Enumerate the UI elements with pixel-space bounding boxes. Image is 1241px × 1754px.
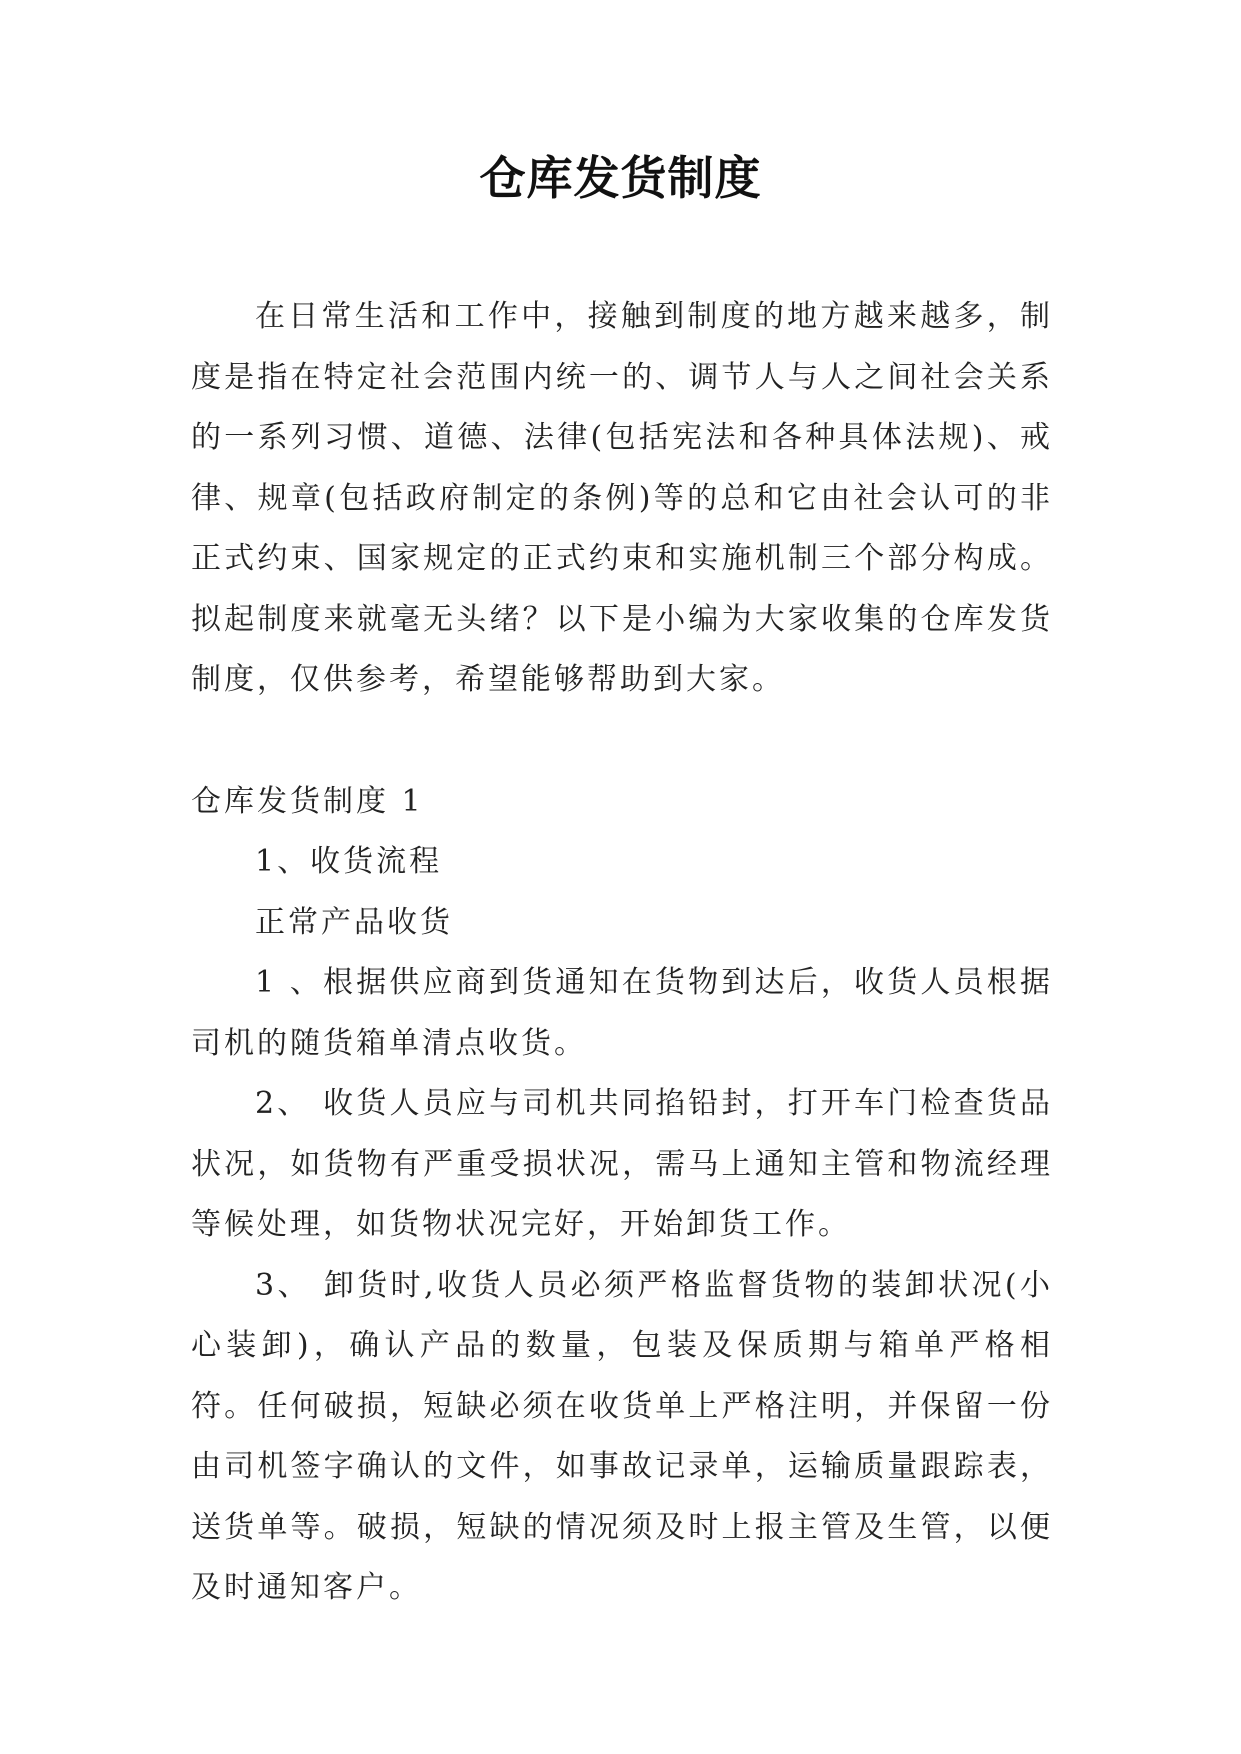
document-body [191, 287, 1053, 1619]
list-item-2: 2、 收货人员应与司机共同掐铅封，打开车门检查货品状况，如货物有严重受损状况，需马上通知主管和物流经理等候处理，如货物状况完好，开始卸货工作。 [191, 1086, 1053, 1242]
section-heading: 仓库发货制度 1 [191, 783, 424, 819]
list-item-1: 1 、根据供应商到货通知在货物到达后，收货人员根据司机的随货箱单清点收货。 [191, 965, 1053, 1061]
subheading-receiving-process: 1、收货流程 [255, 844, 443, 879]
document-title: 仓库发货制度 [479, 151, 762, 205]
list-item-3: 3、 卸货时,收货人员必须严格监督货物的装卸状况(小心装卸)，确认产品的数量，包装及保质期与箱单严格相符。任何破损，短缺必须在收货单上严格注明，并保留一份由司机签字确认的文件，如事故记录单，运输质量跟踪表，送货单等。破损，短缺的情况须及时上报主管及生管，以便及时通知客户。 [191, 1267, 1053, 1605]
subheading-normal-receiving: 正常产品收货 [255, 904, 453, 940]
intro-paragraph: 在日常生活和工作中，接触到制度的地方越来越多，制度是指在特定社会范围内统一的、调节人与人之间社会关系的一系列习惯、道德、法律(包括宪法和各种具体法规)、戒律、规章(包括政府制定的条例)等的总和它由社会认可的非正式约束、国家规定的正式约束和实施机制三个部分构成。拟起制度来就毫无头绪？以下是小编为大家收集的仓库发货制度，仅供参考，希望能够帮助到大家。 [191, 299, 1053, 697]
